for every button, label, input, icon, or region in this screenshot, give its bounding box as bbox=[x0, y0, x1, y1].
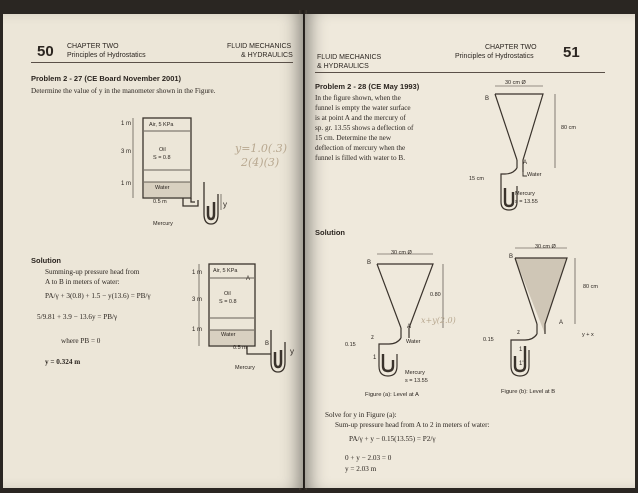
air-label: Air, 5 KPa bbox=[149, 122, 174, 128]
solution-line: Summing-up pressure head from bbox=[45, 268, 140, 276]
left-page: 50 CHAPTER TWO Principles of Hydrostatics FLUID MECHANICS & HYDRAULICS Problem 2 - 27 (CE Board November 2001) Determine the value of y in the manometer shown in the Figure. 1 m 3 m 1 m Air, 5 KPa Oil S = 0.8 Water 0.5 m Mercury y y=1.0(.3) 2(4)(3) Solution Summing-up pressure head from A to B in meters of water: PA/γ + 3(0.8) + 1.5 − y(13.6) = PB/γ 5/9.81 + 3.9 − 13.6y = PB/γ where PB = 0 y = 0.324 m 1 m 3 m 1 m Air, 5 KPa A Oil S = 0.8 Water 0.5 m B Mercury y bbox=[3, 14, 303, 488]
equation: 0 + y − 2.03 = 0 bbox=[345, 454, 392, 462]
right-page: FLUID MECHANICS & HYDRAULICS CHAPTER TWO Principles of Hydrostatics 51 Problem 2 - 28 (CE May 1993) In the figure shown, when the funnel is empty the water surface is at point A and the mercury of sp. gr. 13.55 shows a deflection of 15 cm. Determine the new deflection of mercury when the funnel is filled with water to B. 30 cm Ø B 80 cm A Water 15 cm Mercury s = 13.55 Solution 30 cm Ø B 0.80 A z Water 0.15 1 Mercury s = 13.55 Figure (a): Level at A x+y(2.0) 30 cm Ø B 80 cm A z 0.15 1 1' y + x Figure (b): Level at B Solve for y in Figure (a): Sum-up pressure head from A to 2 in meters of water: PA/γ + y − 0.15(13.55) = P2/γ 0 + y − 2.03 = 0 y = 2.03 m bbox=[305, 14, 635, 488]
funnel-figure-b bbox=[475, 236, 615, 386]
page-number: 50 bbox=[37, 43, 54, 60]
solve-line: Solve for y in Figure (a): bbox=[325, 411, 397, 419]
water-label: Water bbox=[155, 185, 170, 191]
chapter-subtitle: Principles of Hydrostatics bbox=[67, 52, 146, 59]
header-rule bbox=[315, 72, 605, 73]
problem-title: Problem 2 - 28 (CE May 1993) bbox=[315, 82, 420, 91]
oil-label: Oil bbox=[159, 147, 166, 153]
chapter-heading: CHAPTER TWO bbox=[485, 44, 537, 51]
equation: y = 2.03 m bbox=[345, 465, 377, 473]
equation: 5/9.81 + 3.9 − 13.6y = PB/γ bbox=[37, 313, 118, 321]
solution-heading: Solution bbox=[315, 228, 345, 237]
funnel-figure-a bbox=[341, 236, 481, 386]
equation: PA/γ + 3(0.8) + 1.5 − y(13.6) = PB/γ bbox=[45, 292, 151, 300]
equation: PA/γ + y − 0.15(13.55) = P2/γ bbox=[349, 435, 436, 443]
book-title: FLUID MECHANICS bbox=[227, 43, 292, 50]
manometer-figure-top bbox=[103, 114, 233, 229]
manometer-figure-bottom bbox=[187, 260, 299, 378]
mercury-label: Mercury bbox=[153, 221, 173, 227]
figure-caption: Figure (a): Level at A bbox=[365, 392, 419, 398]
handwritten-note: x+y(2.0) bbox=[421, 316, 456, 325]
handwritten-note: y=1.0(.3) bbox=[235, 142, 288, 155]
handwritten-note-2: 2(4)(3) bbox=[241, 156, 280, 169]
header-rule bbox=[31, 62, 293, 63]
book-title-2: & HYDRAULICS bbox=[317, 63, 369, 70]
book-title-2: & HYDRAULICS bbox=[241, 52, 293, 59]
answer: y = 0.324 m bbox=[45, 358, 81, 366]
chapter-heading: CHAPTER TWO bbox=[67, 43, 119, 50]
sum-line: Sum-up pressure head from A to 2 in meters of water: bbox=[335, 421, 490, 429]
solution-heading: Solution bbox=[31, 256, 61, 265]
book-title: FLUID MECHANICS bbox=[317, 54, 382, 61]
figure-caption: Figure (b): Level at B bbox=[501, 389, 556, 395]
page-number: 51 bbox=[563, 44, 580, 61]
chapter-subtitle: Principles of Hydrostatics bbox=[455, 53, 534, 60]
problem-title: Problem 2 - 27 (CE Board November 2001) bbox=[31, 74, 182, 83]
problem-text: Determine the value of y in the manometer shown in the Figure. bbox=[31, 87, 216, 95]
oil-sg: S = 0.8 bbox=[153, 155, 171, 161]
where-line: where PB = 0 bbox=[61, 337, 101, 345]
solution-line: A to B in meters of water: bbox=[45, 278, 120, 286]
